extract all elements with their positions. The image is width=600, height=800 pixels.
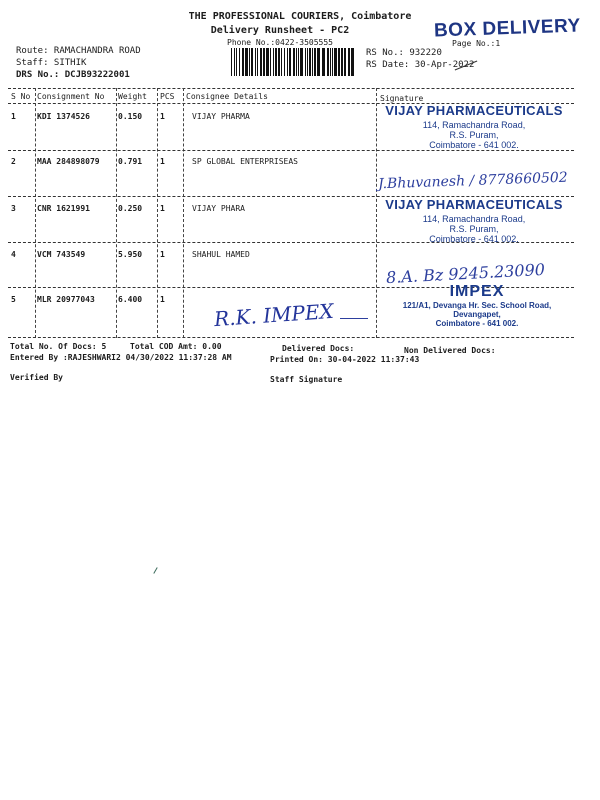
printed-on: Printed On: 30-04-2022 11:37:43 — [270, 355, 420, 364]
total-cod: Total COD Amt: 0.00 — [130, 342, 222, 351]
stamp-address-line: 121/A1, Devanga Hr. Sec. School Road, — [402, 301, 552, 310]
table-top-rule — [8, 88, 574, 89]
row-pcs: 1 — [160, 250, 165, 259]
col-header-sno: S No — [11, 92, 31, 101]
col-sep — [116, 88, 117, 338]
col-sep — [183, 88, 184, 338]
row-weight: 0.150 — [118, 112, 143, 121]
verified-by: Verified By — [10, 373, 63, 382]
stamp-address-line: Coimbatore - 641 002. — [429, 234, 519, 244]
col-header-consignment: Consignment No — [37, 92, 105, 101]
col-header-pcs: PCS — [160, 92, 175, 101]
table-bottom-rule — [8, 337, 574, 338]
barcode-image — [231, 48, 357, 76]
stamp-address-line: Coimbatore - 641 002. — [429, 140, 519, 150]
entered-by: Entered By :RAJESHWARI2 04/30/2022 11:37:28 AM — [10, 353, 232, 362]
row-divider — [8, 150, 574, 151]
scan-mark — [153, 567, 157, 574]
drs-number: DRS No.: DCJB93222001 — [16, 70, 130, 80]
signature-stamp — [392, 283, 562, 328]
pen-stroke — [340, 318, 368, 319]
handwritten-signature: R.K. IMPEX — [213, 298, 335, 332]
row-pcs: 1 — [160, 112, 165, 121]
staff-label: Staff: SITHIK — [16, 58, 87, 68]
row-pcs: 1 — [160, 157, 165, 166]
company-title: THE PROFESSIONAL COURIERS, Coimbatore — [188, 11, 412, 22]
col-sep — [157, 88, 158, 338]
stamp-company: IMPEX — [449, 283, 505, 300]
row-sno: 2 — [11, 157, 16, 166]
col-sep — [376, 88, 377, 338]
row-consignment: MAA 284898079 — [37, 157, 100, 166]
non-delivered-docs: Non Delivered Docs: — [404, 346, 496, 355]
col-header-weight: Weight — [118, 92, 147, 101]
row-consignee: VIJAY PHARMA — [192, 112, 250, 121]
handwritten-signature: 8.A. Bz 9245.23090 — [385, 259, 546, 288]
rs-date: RS Date: 30-Apr-2022 — [366, 60, 475, 70]
row-pcs: 1 — [160, 295, 165, 304]
total-docs: Total No. Of Docs: 5 — [10, 342, 107, 351]
stamp-address-line: R.S. Puram, — [449, 224, 499, 234]
delivered-docs: Delivered Docs: — [282, 344, 355, 353]
row-consignee: VIJAY PHARA — [192, 204, 245, 213]
row-consignment: MLR 20977043 — [37, 295, 95, 304]
row-consignment: KDI 1374526 — [37, 112, 90, 121]
staff-signature: Staff Signature — [270, 375, 343, 384]
stamp-company: VIJAY PHARMACEUTICALS — [385, 197, 563, 212]
stamp-address-line: Devangapet, — [453, 310, 501, 319]
row-consignment: CNR 1621991 — [37, 204, 90, 213]
phone-number: Phone No.:0422-3505555 — [227, 38, 333, 47]
stamp-address-line: 114, Ramachandra Road, — [422, 120, 526, 130]
row-sno: 1 — [11, 112, 16, 121]
signature-stamp — [384, 197, 564, 244]
sheet-title: Delivery Runsheet - PC2 — [210, 25, 350, 36]
stamp-address-line: Coimbatore - 641 002. — [435, 319, 519, 328]
row-consignee: SP GLOBAL ENTERPRISEAS — [192, 157, 298, 166]
row-weight: 0.791 — [118, 157, 143, 166]
row-pcs: 1 — [160, 204, 165, 213]
row-consignee: SHAHUL HAMED — [192, 250, 250, 259]
box-delivery-stamp: BOX DELIVERY — [433, 15, 582, 42]
row-sno: 5 — [11, 295, 16, 304]
signature-stamp — [384, 103, 564, 150]
col-header-consignee: Consignee Details — [186, 92, 268, 101]
stamp-address-line: R.S. Puram, — [449, 130, 499, 140]
col-sep — [35, 88, 36, 338]
page-number: Page No.:1 — [452, 39, 501, 48]
stamp-address-line: 114, Ramachandra Road, — [422, 214, 526, 224]
row-sno: 3 — [11, 204, 16, 213]
handwritten-signature: J.Bhuvanesh / 8778660502 — [377, 169, 568, 193]
row-consignment: VCM 743549 — [37, 250, 86, 259]
row-weight: 6.400 — [118, 295, 143, 304]
row-sno: 4 — [11, 250, 16, 259]
rs-number: RS No.: 932220 — [366, 48, 442, 58]
row-weight: 5.950 — [118, 250, 143, 259]
row-weight: 0.250 — [118, 204, 143, 213]
col-header-signature: Signature — [380, 94, 424, 103]
route-label: Route: RAMACHANDRA ROAD — [16, 46, 141, 56]
stamp-company: VIJAY PHARMACEUTICALS — [385, 103, 563, 118]
